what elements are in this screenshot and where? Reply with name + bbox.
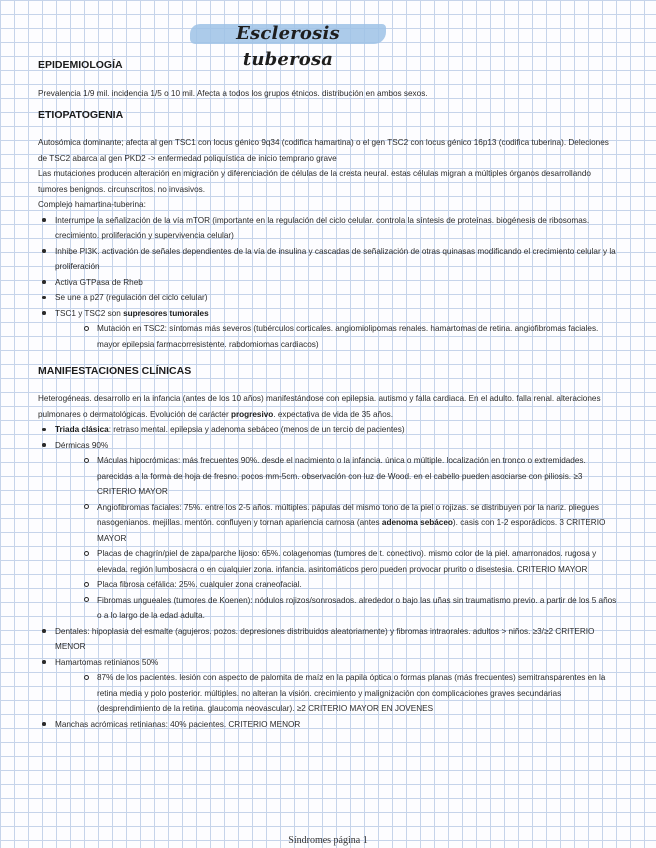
manifestaciones-intro	[38, 391, 620, 422]
epidemiologia-paragraph: Prevalencia 1/9 mil. incidencia 1/5 o 10 mil. Afecta a todos los grupos étnicos. distribución en ambos sexos.	[38, 89, 428, 98]
complejo-list	[38, 213, 620, 353]
intro-text-b: . expectativa de vida de 35 años.	[273, 409, 394, 419]
angio-text-b: ). casis con 1-2 esporádicos. 3 CRITERIO MAYOR	[97, 518, 606, 543]
page-footer: Síndromes página 1	[288, 835, 368, 846]
dermicas-sublist	[55, 453, 620, 624]
triada-text: : retraso mental. epilepsia y adenoma sebáceo (menos de un tercio de pacientes)	[108, 425, 405, 434]
list-item: Máculas hipocrómicas: más frecuentes 90%. desde el nacimiento o la infancia. única o múltiple. localización en tronco o extremidades. parecidas a la forma de hoja de fresno. pocos mm-5cm. observación con luz de Wood. en el cabello pueden asociarse con piliosis. ≥3 CRITERIO MAYOR	[55, 453, 620, 500]
hamartomas-text: Hamartomas retinianos 50%	[55, 657, 159, 667]
intro-text-a: Heterogéneas. desarrollo en la infancia (antes de los 10 años) manifestándose con epilepsia. autismo y falla cardiaca. En el adulto. falla renal. alteraciones pulmonares o dermatológicas. Evolución de carácter	[38, 394, 601, 419]
heading-etiopatogenia: ETIOPATOGENIA	[38, 109, 124, 121]
list-item: Inhibe PI3K. activación de señales dependientes de la vía de insulina y cascadas de señalización de otras quinasas modificando el crecimiento celular y la proliferación	[38, 244, 620, 275]
etiopatogenia-paragraph-1: Autosómica dominante; afecta al gen TSC1 con locus génico 9q34 (codifica hamartina) o el gen TSC2 con locus génico 16p13 (codifica tuberina). Deleciones de TSC2 abarca al gen PKD2 -> enfermedad poliquística de inicio temprano grave	[38, 138, 609, 163]
etiopatogenia-paragraph-2: Las mutaciones producen alteración en migración y diferenciación de células de la cresta neural. estas células migran a múltiples órganos desarrollando tumores benignos. circunscritos. no invasivos.	[38, 169, 591, 194]
list-item: Placa fibrosa cefálica: 25%. cualquier zona craneofacial.	[55, 577, 620, 593]
list-item: Mutación en TSC2: síntomas más severos (tubérculos corticales. angiomiolipomas renales. hamartomas de retina. angiofibromas faciales. mayor epilepsia farmacorresistente. rabdomiomas cardiacos)	[55, 321, 620, 352]
epidemiologia-text	[38, 86, 620, 102]
page-title: Esclerosis tuberosa	[236, 23, 340, 70]
list-item-triada	[38, 422, 620, 438]
etiopatogenia-body	[38, 135, 620, 352]
list-item: Interrumpe la señalización de la vía mTOR (importante en la regulación del ciclo celular. controla la síntesis de proteínas. biogénesis de ribosomas. crecimiento. proliferación y supervivencia celular)	[38, 213, 620, 244]
list-item-dermicas	[38, 438, 620, 624]
etiopatogenia-paragraph-3: Complejo hamartina-tuberina:	[38, 200, 146, 209]
list-item-angiofibromas	[55, 500, 620, 547]
list-item: Fibromas ungueales (tumores de Koenen): nódulos rojizos/sonrosados. alrededor o bajo las uñas sin traumatismo previo. a partir de los 5 años o a lo largo de la edad adulta.	[55, 593, 620, 624]
list-item: 87% de los pacientes. lesión con aspecto de palomita de maíz en la papila óptica o formas planas (más frecuentes) semitransparentes en la retina media y polo posterior. múltiples. no alteran la visión. crecimiento y malignización con complicaciones graves secundarias (desprendimiento de la retina. glaucoma neovascular). ≥2 CRITERIO MAYOR EN JOVENES	[55, 670, 620, 717]
list-item: Se une a p27 (regulación del ciclo celular)	[38, 290, 620, 306]
intro-bold: progresivo	[230, 409, 274, 419]
hamartomas-sublist	[55, 670, 620, 717]
list-item: Manchas acrómicas retinianas: 40% pacientes. CRITERIO MENOR	[38, 717, 620, 733]
angio-bold: adenoma sebáceo	[381, 518, 453, 527]
tsc-text: TSC1 y TSC2 son	[55, 308, 124, 318]
list-item: Placas de chagrín/piel de zapa/parche lijoso: 65%. colagenomas (tumores de t. conectivo). mismo color de la piel. amarronados. rugosa y elevada. región lumbosacra o en cualquier zona. infancia. asintomáticos pero pueden provocar prurito o disestesia. CRITERIO MAYOR	[55, 546, 620, 577]
list-item-tsc	[38, 306, 620, 353]
tsc-sublist	[55, 321, 620, 352]
list-item: Dentales: hipoplasia del esmalte (agujeros. pozos. depresiones distribuidos aleatoriamente) y fibromas intraorales. adultos > niños. ≥3/≥2 CRITERIO MENOR	[38, 624, 620, 655]
list-item: Activa GTPasa de Rheb	[38, 275, 620, 291]
heading-epidemiologia: EPIDEMIOLOGÍA	[38, 59, 123, 71]
list-item-hamartomas	[38, 655, 620, 717]
title-block	[190, 21, 386, 70]
manifestaciones-body	[38, 391, 620, 732]
dermicas-text: Dérmicas 90%	[55, 440, 109, 450]
triada-bold: Triada clásica	[55, 425, 109, 434]
tsc-bold: supresores tumorales	[123, 308, 209, 318]
heading-manifestaciones: MANIFESTACIONES CLÍNICAS	[38, 365, 192, 377]
angio-text-a: Angiofibromas faciales: 75%. entre los 2-5 años. múltiples. pápulas del mismo tono de la piel o rojizas. se distribuyen por la nariz. pliegues nasogenianos. mejillas. mentón. confluyen y tornan apariencia carnosa (antes	[97, 502, 599, 527]
manifestaciones-list	[38, 422, 620, 732]
